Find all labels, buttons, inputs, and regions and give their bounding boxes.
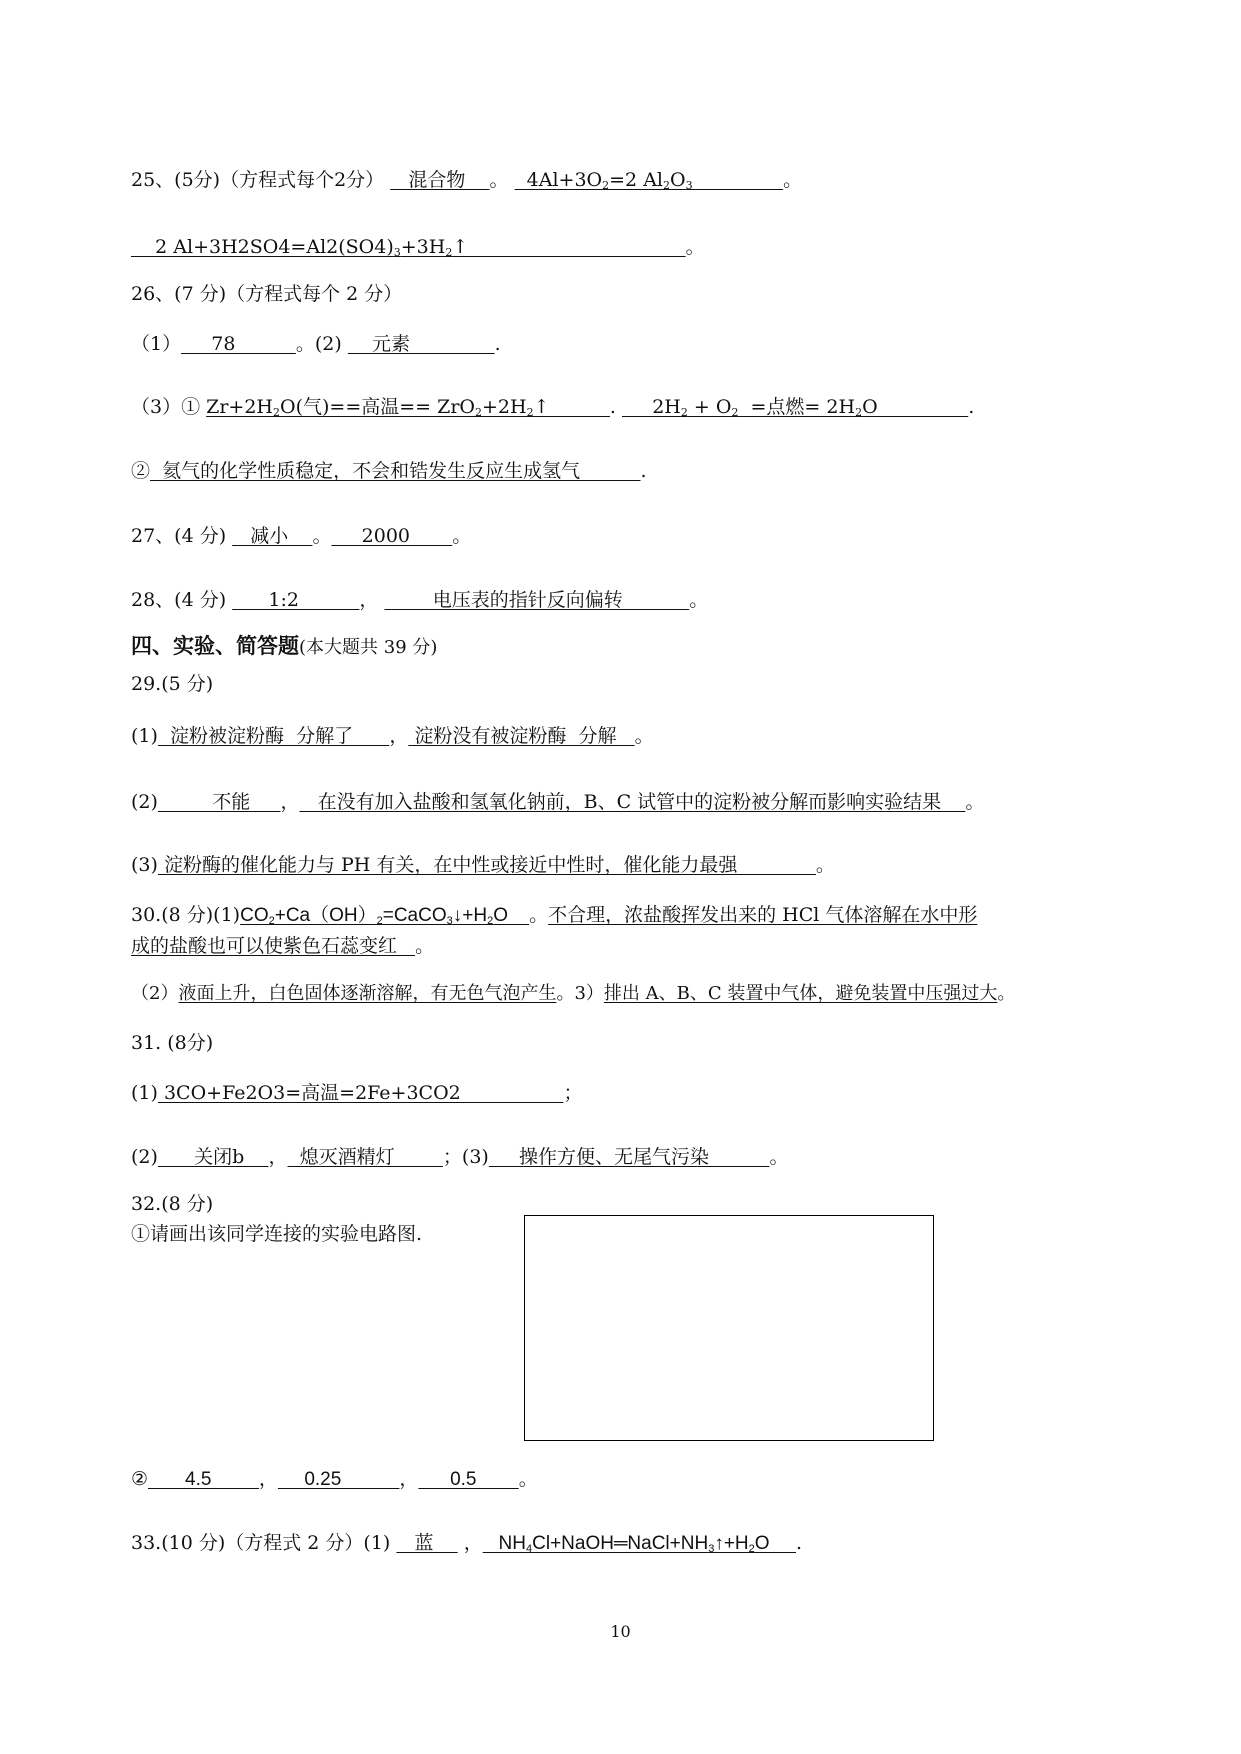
q29-p3-prefix: (3) bbox=[131, 854, 158, 876]
q32-p2-prefix: ② bbox=[131, 1468, 149, 1490]
q26-part4 bbox=[131, 458, 647, 484]
q31-answer-3: 操作方便、无尾气污染 bbox=[488, 1146, 770, 1168]
q29-p1-end: 。 bbox=[634, 725, 654, 747]
q31-p2-end: 。 bbox=[769, 1146, 789, 1168]
q31-answer-2a: 关闭b bbox=[157, 1146, 269, 1168]
q32-instruction: ①请画出该同学连接的实验电路图. bbox=[131, 1223, 423, 1245]
q32-sep-1: ， bbox=[258, 1468, 278, 1490]
q28-prefix: 28、(4 分) bbox=[131, 589, 233, 611]
q30-line3 bbox=[131, 981, 1015, 1007]
q33-line bbox=[131, 1530, 802, 1557]
q25-sep: 。 bbox=[489, 169, 509, 191]
q25-answer-3: 2 $Al+3H2SO4=Al2(SO4)_3+3H_2↑$ bbox=[131, 236, 686, 259]
q33-equation: $NH_4Cl+NaOH═NaCl+NH_3↑+H_2O$ bbox=[482, 1533, 796, 1555]
q31-p2-mid: ；(3) bbox=[442, 1146, 489, 1168]
q26-sep: 。(2) bbox=[295, 333, 348, 355]
q29-p1-sep: ， bbox=[389, 725, 409, 747]
q29-part1 bbox=[131, 723, 654, 749]
section-note: (本大题共 39 分) bbox=[299, 637, 438, 658]
q29-p1-prefix: (1) bbox=[131, 725, 158, 747]
q29-p2-sep: ， bbox=[280, 791, 300, 813]
q32-answer-1: 4.5 bbox=[148, 1469, 259, 1490]
q27-answer-1: 减小 bbox=[232, 525, 313, 547]
q27-line bbox=[131, 523, 471, 549]
q25-line1 bbox=[131, 167, 802, 193]
q33-end: . bbox=[795, 1532, 802, 1554]
q26-end-3: . bbox=[968, 396, 975, 418]
q31-p1-prefix: (1) bbox=[131, 1082, 158, 1104]
q29-header: 29.(5 分) bbox=[131, 673, 214, 695]
q32-header: 32.(8 分) bbox=[131, 1193, 214, 1215]
q26-end-4: . bbox=[640, 460, 647, 482]
q29-answer-2b: 在没有加入盐酸和氢氧化钠前，B、C 试管中的淀粉被分解而影响实验结果 bbox=[299, 791, 966, 813]
section-title: 四、实验、简答题 bbox=[131, 634, 299, 658]
q29-answer-2a: 不能 bbox=[157, 791, 281, 813]
q25-line2 bbox=[131, 234, 705, 260]
q29-p2-end: 。 bbox=[965, 791, 985, 813]
q31-header: 31. (8分) bbox=[131, 1032, 214, 1054]
q26-eq2: $2H_2 + O_2$ =点燃= $2H_2O$ bbox=[622, 396, 969, 419]
q32-answer-2: 0.25 bbox=[277, 1469, 400, 1490]
q27-answer-2: 2000 bbox=[331, 525, 453, 547]
q30-sep: 。 bbox=[529, 904, 549, 926]
q30-answer-2: 液面上升，白色固体逐渐溶解，有无色气泡产生 bbox=[178, 983, 557, 1004]
q25-end: 。 bbox=[783, 169, 803, 191]
q26-end: . bbox=[494, 333, 501, 355]
q25-answer-2: $4Al+3O_2=2$ $Al_2O_3$ bbox=[514, 169, 693, 192]
section-heading bbox=[131, 633, 437, 661]
q31-part1 bbox=[131, 1080, 582, 1106]
q31-p1-end: ； bbox=[563, 1082, 583, 1104]
q30-reason-1: 不合理，浓盐酸挥发出来的 HCl 气体溶解在水中形 bbox=[548, 904, 978, 926]
q33-answer-1: 蓝 bbox=[396, 1532, 458, 1554]
q30-line2 bbox=[131, 933, 434, 959]
q25-answer-1: 混合物 bbox=[390, 169, 490, 191]
q26-p4-prefix: ② bbox=[131, 460, 151, 482]
q26-answer-1: 78 bbox=[181, 333, 296, 355]
q29-part3 bbox=[131, 852, 835, 878]
q26-part3 bbox=[131, 394, 974, 420]
q26-part1 bbox=[131, 331, 501, 357]
q28-line bbox=[131, 587, 708, 613]
q30-p2-sep: 。3） bbox=[556, 983, 604, 1004]
circuit-drawing-box bbox=[524, 1215, 934, 1441]
q30-p2-prefix: （2） bbox=[131, 983, 179, 1004]
q28-answer-2: 电压表的指针反向偏转 bbox=[384, 589, 690, 611]
q26-mid: . bbox=[609, 396, 622, 418]
q30-end: 。 bbox=[415, 935, 435, 957]
q31-p2-sep: ， bbox=[268, 1146, 288, 1168]
q26-answer-4: 氦气的化学性质稳定，不会和锆发生反应生成氢气 bbox=[150, 460, 641, 482]
q28-end: 。 bbox=[689, 589, 709, 611]
q29-p2-prefix: (2) bbox=[131, 791, 158, 813]
q31-p2-prefix: (2) bbox=[131, 1146, 158, 1168]
q29-answer-1a: 淀粉被淀粉酶 分解了 bbox=[157, 725, 390, 747]
q26-p1-prefix: （1） bbox=[131, 333, 182, 355]
page-number: 10 bbox=[610, 1622, 631, 1641]
q30-prefix: 30.(8 分)(1) bbox=[131, 904, 241, 926]
q27-sep: 。 bbox=[312, 525, 332, 547]
q30-line1 bbox=[131, 902, 977, 929]
q32-answer-3: 0.5 bbox=[418, 1469, 519, 1490]
q30-p3-end: 。 bbox=[997, 983, 1016, 1004]
q31-part2 bbox=[131, 1144, 788, 1170]
q28-answer-1: 1:2 bbox=[232, 589, 360, 611]
q30-equation: $CO_2+Ca(OH)_2=CaCO_3↓+H_2O$ bbox=[240, 905, 530, 927]
q27-end: 。 bbox=[452, 525, 472, 547]
q29-answer-3: 淀粉酶的催化能力与 PH 有关，在中性或接近中性时，催化能力最强 bbox=[157, 854, 816, 876]
q32-sep-2: ， bbox=[399, 1468, 419, 1490]
q25-prefix: 25、(5分)（方程式每个2分） bbox=[131, 169, 385, 191]
q26-answer-2: 元素 bbox=[347, 333, 495, 355]
q29-p3-end: 。 bbox=[815, 854, 835, 876]
q31-answer-2b: 熄灭酒精灯 bbox=[287, 1146, 443, 1168]
q25-end-2: 。 bbox=[685, 236, 705, 258]
q30-reason-2: 成的盐酸也可以使紫色石蕊变红 bbox=[131, 935, 416, 957]
q32-part2 bbox=[131, 1466, 538, 1493]
q33-sep: ， bbox=[457, 1532, 483, 1554]
q28-sep: ， bbox=[359, 589, 385, 611]
q26-eq1: $Zr+2H_2O$(气)==高温== $ZrO_2+2H_2↑$ bbox=[206, 396, 610, 419]
q27-prefix: 27、(4 分) bbox=[131, 525, 233, 547]
q29-part2 bbox=[131, 789, 984, 815]
q26-p3-prefix: （3）① bbox=[131, 396, 207, 418]
q31-answer-1: 3CO+Fe2O3=高温=2Fe+3CO2 bbox=[157, 1082, 564, 1104]
q32-end: 。 bbox=[518, 1468, 538, 1490]
q29-answer-1b: 淀粉没有被淀粉酶 分解 bbox=[408, 725, 635, 747]
q26-header: 26、(7 分)（方程式每个 2 分） bbox=[131, 283, 403, 305]
q30-answer-3: 排出 A、B、C 装置中气体，避免装置中压强过大 bbox=[603, 983, 998, 1004]
q33-prefix: 33.(10 分)（方程式 2 分）(1) bbox=[131, 1532, 397, 1554]
